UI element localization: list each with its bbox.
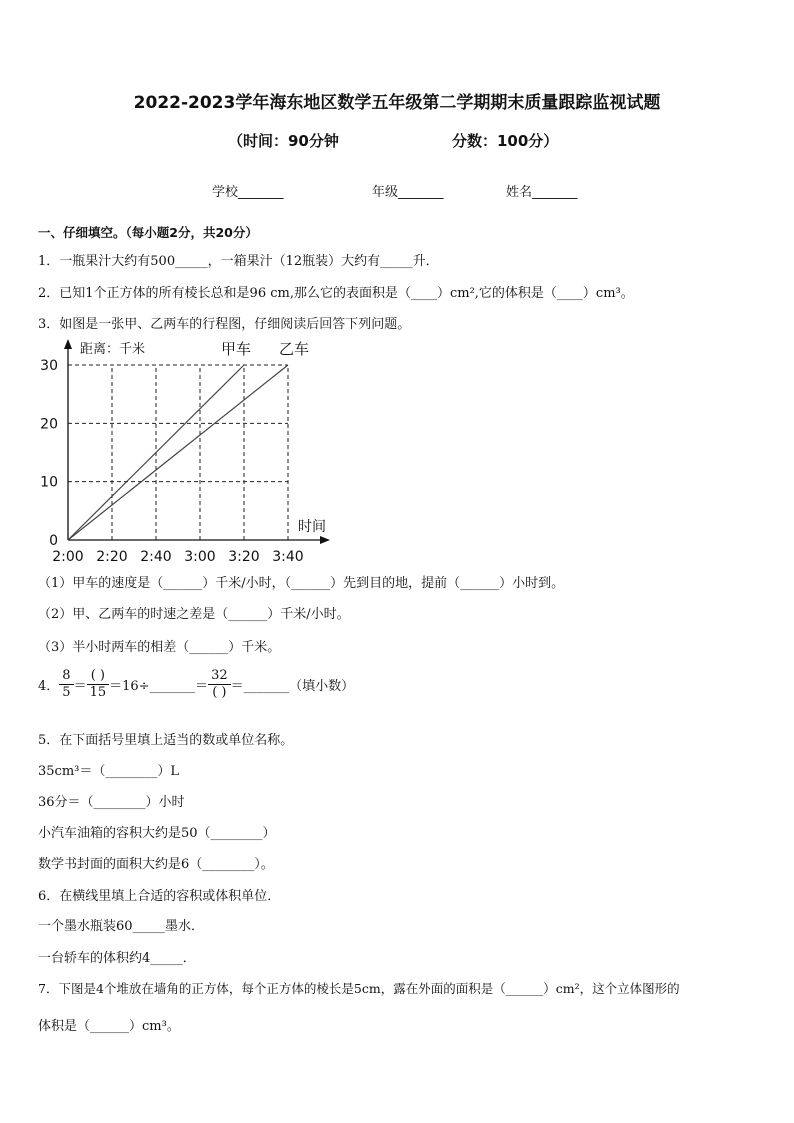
question-1: 1．一瓶果汁大约有500_____，一箱果汁（12瓶装）大约有_____升．: [38, 254, 439, 269]
question-3-1: （1）甲车的速度是（______）千米/小时，（______）先到目的地，提前（______）小时到。: [38, 576, 565, 591]
fraction-blank-15: [87, 668, 110, 701]
fraction-numerator: 32: [208, 668, 231, 685]
time-label: （时间：90分钟: [228, 132, 339, 150]
question-5-4: 数学书封面的面积大约是6（________）。: [38, 857, 274, 872]
series-line: [68, 365, 288, 540]
question-5-1: 35cm³＝（________）L: [38, 764, 179, 779]
question-7-line-2: 体积是（______）cm³。: [38, 1019, 180, 1034]
series-label: 甲车: [220, 340, 252, 358]
question-7-line-1: 7．下图是4个堆放在墙角的正方体，每个正方体的棱长是5cm，露在外面的面积是（______）cm²，这个立体图形的: [38, 981, 680, 996]
section-heading: 一、仔细填空。（每小题2分，共20分）: [38, 225, 258, 240]
question-3-3: （3）半小时两车的相差（______）千米。: [38, 640, 281, 655]
question-5-3: 小汽车油箱的容积大约是50（________）: [38, 826, 276, 841]
q4-prefix: 4．: [38, 679, 60, 694]
x-tick-label: 2:00: [52, 549, 84, 565]
question-3-2: （2）甲、乙两车的时速之差是（______）千米/小时。: [38, 607, 350, 622]
question-6: 6．在横线里填上合适的容积或体积单位．: [38, 889, 281, 904]
equals-sign: ＝: [73, 679, 87, 694]
grade-field: 年级_______: [372, 185, 444, 200]
score-label: 分数：100分）: [452, 132, 559, 150]
x-axis-label: 时间: [298, 519, 326, 535]
name-field: 姓名_______: [506, 185, 578, 200]
x-axis-arrow: [320, 536, 330, 544]
x-tick-label: 3:00: [184, 549, 216, 565]
question-4: [38, 668, 354, 701]
y-tick-label: 0: [49, 533, 58, 549]
question-2: 2．已知1个正方体的所有棱长总和是96 cm,那么它的表面积是（____）cm²,它的体积是（____）cm³。: [38, 286, 634, 301]
y-axis-arrow: [64, 339, 72, 349]
x-tick-label: 2:20: [96, 549, 128, 565]
fraction-8-5: [59, 668, 73, 701]
page-title: 2022-2023学年海东地区数学五年级第二学期期末质量跟踪监视试题: [133, 93, 661, 113]
y-tick-label: 30: [40, 358, 58, 374]
question-5: 5．在下面括号里填上适当的数或单位名称。: [38, 733, 294, 748]
y-axis-label: 距离：千米: [80, 342, 146, 357]
y-tick-label: 20: [40, 416, 58, 433]
q4-tail: ＝_______（填小数）: [230, 679, 355, 694]
x-tick-label: 3:20: [228, 549, 260, 565]
y-tick-label: 10: [40, 474, 58, 491]
fraction-numerator: 8: [59, 668, 73, 685]
question-6-1: 一个墨水瓶装60_____墨水．: [38, 919, 205, 934]
x-tick-label: 2:40: [140, 549, 172, 565]
fraction-denominator: 15: [89, 685, 107, 700]
distance-time-chart: [30, 333, 350, 573]
question-5-2: 36分＝（________）小时: [38, 795, 185, 810]
fraction-denominator: ( ): [212, 685, 227, 700]
school-field: 学校_______: [212, 185, 284, 200]
x-tick-label: 3:40: [272, 549, 304, 565]
fraction-32-blank: [208, 668, 231, 701]
q4-middle: ＝16÷_______＝: [109, 679, 209, 694]
question-6-2: 一台轿车的体积约4_____．: [38, 951, 196, 966]
series-label: 乙车: [278, 340, 310, 358]
question-3: 3．如图是一张甲、乙两车的行程图，仔细阅读后回答下列问题。: [38, 317, 411, 332]
fraction-denominator: 5: [62, 685, 71, 700]
fraction-numerator: ( ): [87, 668, 110, 685]
